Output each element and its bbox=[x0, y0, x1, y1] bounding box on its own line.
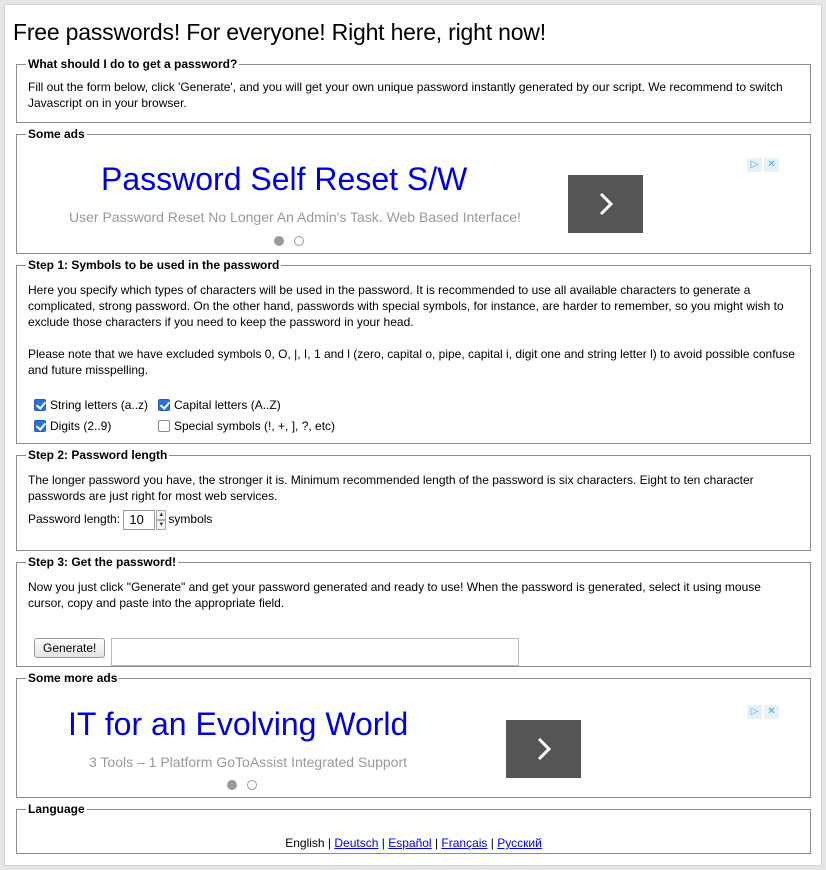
language-link-deutsch[interactable]: Deutsch bbox=[334, 836, 379, 850]
ad-headline[interactable]: Password Self Reset S/W bbox=[101, 161, 468, 197]
chevron-right-icon bbox=[596, 190, 616, 218]
ad-pagination bbox=[274, 236, 304, 246]
ad-close-icon[interactable]: ✕ bbox=[764, 158, 779, 172]
step1-description: Here you specify which types of characters will be used in the password. It is recommended to use all available characters to generate a complicated, strong password. On the other hand, passwords with special symbols, for instance, are harder to remember, so you might wish to exclude those characters if you need to keep the password in your head. bbox=[28, 283, 784, 329]
language-link-francais[interactable]: Français bbox=[441, 836, 488, 850]
language-link-espanol[interactable]: Español bbox=[388, 836, 432, 850]
option-digits[interactable] bbox=[34, 419, 111, 433]
length-label: Password length: bbox=[28, 512, 121, 527]
option-label: String letters (a..z) bbox=[50, 398, 149, 412]
ad-dot-2[interactable] bbox=[247, 780, 257, 790]
password-output-field[interactable] bbox=[111, 638, 519, 666]
generate-button[interactable]: Generate! bbox=[34, 638, 105, 658]
ad-dot-2[interactable] bbox=[294, 236, 304, 246]
step3-section bbox=[16, 555, 811, 667]
ad-subtext[interactable]: 3 Tools – 1 Platform GoToAssist Integrated Support bbox=[89, 754, 408, 770]
stepper-down-icon[interactable]: ▼ bbox=[156, 520, 166, 530]
language-links bbox=[17, 836, 810, 850]
ad-pagination bbox=[227, 780, 257, 790]
option-label: Digits (2..9) bbox=[50, 419, 112, 433]
ads-legend: Some ads bbox=[28, 127, 85, 141]
step3-legend: Step 3: Get the password! bbox=[28, 555, 177, 569]
length-unit: symbols bbox=[168, 512, 213, 527]
option-label: Special symbols (!, +, ], ?, etc) bbox=[174, 419, 336, 433]
language-section bbox=[16, 802, 811, 854]
checkbox-string-letters[interactable] bbox=[34, 399, 46, 411]
option-special-symbols[interactable] bbox=[158, 419, 335, 433]
adchoices-play-icon[interactable]: ▷ bbox=[747, 705, 762, 719]
language-link-russian[interactable]: Русский bbox=[497, 836, 542, 850]
ads-section bbox=[16, 127, 811, 254]
step2-description: The longer password you have, the stronger it is. Minimum recommended length of the password is six characters. Eight to ten character passwords are just right for most web services. bbox=[28, 473, 754, 503]
ad-close-icon[interactable]: ✕ bbox=[764, 705, 779, 719]
ad-subtext[interactable]: User Password Reset No Longer An Admin's Task. Web Based Interface! bbox=[69, 209, 521, 225]
step1-section bbox=[16, 258, 811, 444]
ad-banner[interactable] bbox=[17, 141, 810, 253]
checkbox-special-symbols[interactable] bbox=[158, 420, 170, 432]
stepper-up-icon[interactable]: ▲ bbox=[156, 510, 166, 520]
intro-legend: What should I do to get a password? bbox=[28, 57, 238, 71]
checkbox-digits[interactable] bbox=[34, 420, 46, 432]
intro-text: Fill out the form below, click 'Generate', and you will get your own unique password instantly generated by our script. We recommend to switch Javascript on in your browser. bbox=[28, 80, 783, 110]
more-ads-legend: Some more ads bbox=[28, 671, 118, 685]
option-string-letters[interactable] bbox=[34, 398, 148, 412]
language-current: English bbox=[285, 836, 325, 850]
separator: | bbox=[434, 836, 439, 850]
step2-section bbox=[16, 448, 811, 551]
page bbox=[4, 4, 822, 866]
ad-dot-1[interactable] bbox=[274, 236, 284, 246]
step1-note: Please note that we have excluded symbols 0, O, |, I, 1 and l (zero, capital o, pipe, capital i, digit one and string letter l) to avoid possible confuse and future misspelling. bbox=[28, 347, 795, 377]
language-legend: Language bbox=[28, 802, 85, 816]
option-capital-letters[interactable] bbox=[158, 398, 281, 412]
ad-next-button[interactable] bbox=[506, 720, 581, 778]
adchoices[interactable] bbox=[747, 158, 779, 172]
more-ads-section bbox=[16, 671, 811, 798]
step3-description: Now you just click "Generate" and get your password generated and ready to use! When the password is generated, select it using mouse cursor, copy and paste into the appropriate field. bbox=[28, 580, 761, 610]
step1-legend: Step 1: Symbols to be used in the password bbox=[28, 258, 280, 272]
separator: | bbox=[327, 836, 332, 850]
ad-banner-2[interactable] bbox=[17, 685, 810, 797]
separator: | bbox=[381, 836, 385, 850]
chevron-right-icon bbox=[534, 735, 554, 763]
adchoices-play-icon[interactable]: ▷ bbox=[747, 158, 762, 172]
ad-next-button[interactable] bbox=[568, 175, 643, 233]
separator: | bbox=[490, 836, 494, 850]
step2-legend: Step 2: Password length bbox=[28, 448, 168, 462]
adchoices[interactable] bbox=[747, 705, 779, 719]
length-stepper[interactable] bbox=[156, 510, 166, 530]
checkbox-capital-letters[interactable] bbox=[158, 399, 170, 411]
page-title: Free passwords! For everyone! Right here, right now! bbox=[13, 19, 546, 45]
intro-section bbox=[16, 57, 811, 123]
ad-dot-1[interactable] bbox=[227, 780, 237, 790]
length-row bbox=[28, 510, 799, 530]
option-label: Capital letters (A..Z) bbox=[174, 398, 281, 412]
ad-headline[interactable]: IT for an Evolving World bbox=[68, 706, 409, 742]
length-input[interactable]: 10 bbox=[123, 510, 155, 530]
